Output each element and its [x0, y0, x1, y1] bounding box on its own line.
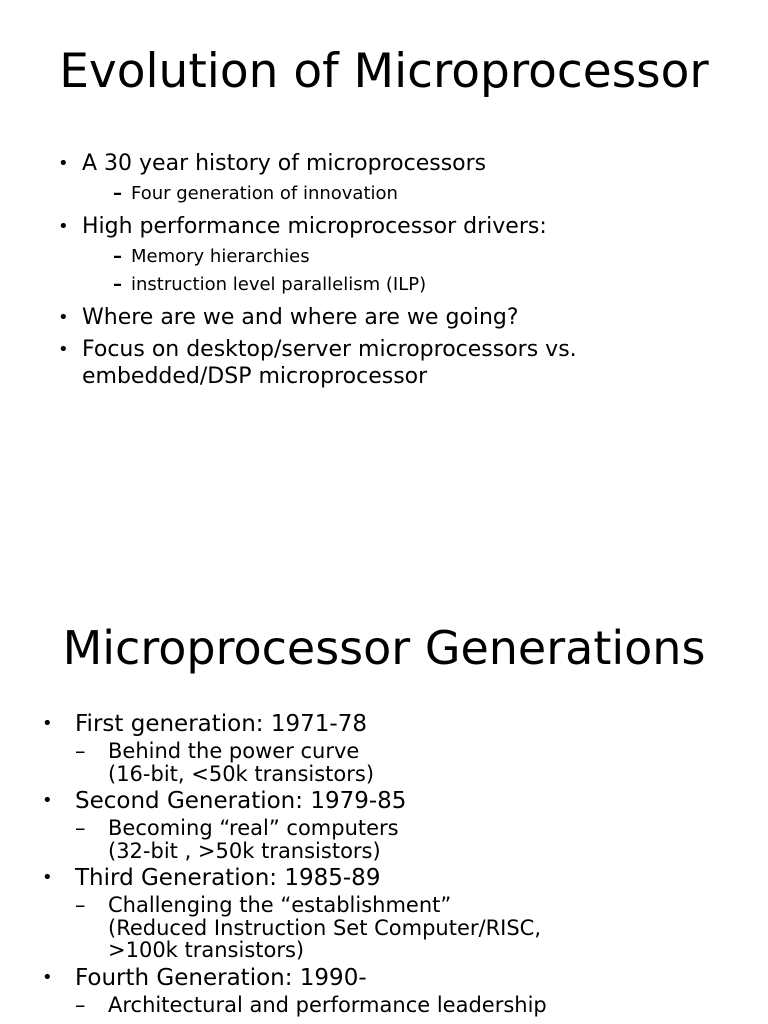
bullet-text: Third Generation: 1985-89 [75, 865, 381, 891]
bullet-item [42, 787, 742, 862]
sub-bullet-item [75, 894, 742, 962]
bullet-item [42, 710, 742, 785]
sub-bullet-item [107, 180, 748, 208]
sub-bullet-text-line: Architectural and performance leadership [108, 992, 547, 1017]
slide-generations [0, 600, 768, 1024]
bullet-icon: • [58, 153, 69, 174]
bullet-text: High performance microprocessor drivers: [82, 214, 547, 239]
bullet-text: Where are we and where are we going? [82, 305, 519, 330]
sub-bullet-text-line: (Reduced Instruction Set Computer/RISC, [108, 915, 542, 940]
sub-bullet-text-line: Becoming “real” computers [108, 816, 399, 840]
bullet-text: A 30 year history of microprocessors [82, 151, 487, 176]
dash-icon: – [75, 893, 86, 917]
sub-bullet-text-line: (16-bit, <50k transistors) [108, 761, 375, 786]
bullet-item [58, 213, 748, 299]
sub-bullet-item [107, 243, 748, 271]
bullet-item [58, 150, 748, 208]
dash-icon: – [75, 816, 86, 840]
bullet-icon: • [42, 966, 53, 988]
sub-bullet-text-line: Challenging the “establishment” [108, 893, 452, 917]
sub-bullet-item [75, 994, 742, 1017]
dash-icon: – [113, 183, 122, 204]
bullet-icon: • [42, 790, 53, 811]
bullet-item [58, 336, 748, 390]
sub-bullet-text: Four generation of innovation [131, 183, 398, 204]
bullet-item [58, 304, 748, 331]
bullet-item [42, 864, 742, 962]
sub-bullet-text: instruction level parallelism (ILP) [131, 274, 427, 295]
sub-bullet-text: Memory hierarchies [131, 246, 310, 267]
sub-bullet-text-line: (32-bit , >50k transistors) [108, 838, 381, 863]
bullet-text: Fourth Generation: 1990- [75, 964, 367, 991]
bullet-list [42, 710, 742, 1016]
sub-bullet-item [107, 271, 748, 299]
bullet-icon: • [58, 216, 69, 237]
sub-bullet-item [75, 740, 742, 785]
slide-title: Evolution of Microprocessor [59, 44, 709, 99]
sub-bullet-text-line: >100k transistors) [108, 938, 305, 962]
slide-title: Microprocessor Generations [62, 621, 706, 675]
sub-bullet-text-line: Behind the power curve [108, 739, 360, 763]
bullet-list [58, 150, 748, 390]
bullet-icon: • [42, 867, 53, 888]
dash-icon: – [113, 274, 122, 295]
sub-bullet-list [82, 243, 748, 299]
dash-icon: – [75, 739, 86, 763]
bullet-text: Second Generation: 1979-85 [75, 788, 407, 814]
bullet-text-line: embedded/DSP microprocessor [82, 364, 428, 389]
bullet-icon: • [42, 713, 53, 734]
bullet-item [42, 964, 742, 1017]
bullet-icon: • [58, 307, 69, 328]
sub-bullet-list [82, 180, 748, 208]
dash-icon: – [75, 992, 86, 1017]
sub-bullet-item [75, 817, 742, 862]
bullet-text-line: Focus on desktop/server microprocessors vs. [82, 337, 577, 362]
dash-icon: – [113, 246, 122, 267]
bullet-text: First generation: 1971-78 [75, 711, 367, 737]
bullet-icon: • [58, 339, 69, 360]
